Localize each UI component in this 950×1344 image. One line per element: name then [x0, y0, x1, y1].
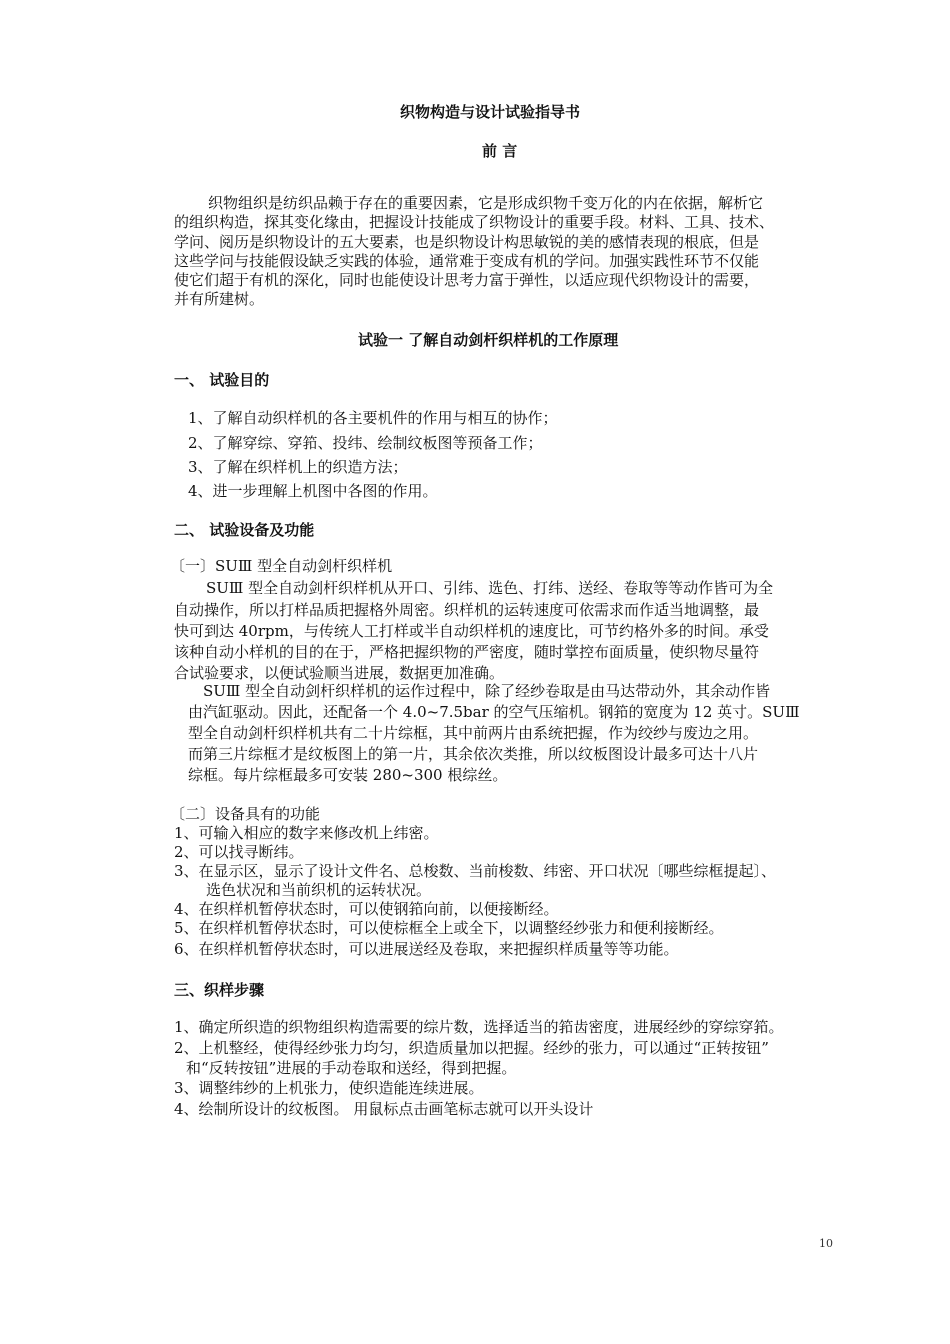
paragraph-line: 而第三片综框才是纹板图上的第一片，其余依次类推，所以纹板图设计最多可达十八片 [188, 745, 759, 763]
paragraph-line: 型全自动剑杆织样机共有二十片综框，其中前两片由系统把握，作为绞纱与废边之用。 [188, 724, 759, 742]
paragraph-line: 综框。每片综框最多可安装 280~300 根综丝。 [188, 766, 508, 784]
list-item: 2、上机整经，使得经纱张力均匀，织造质量加以把握。经纱的张力，可以通过“正转按钮” [174, 1039, 769, 1057]
paragraph-line: 由汽缸驱动。因此，还配备一个 4.0~7.5bar 的空气压缩机。钢筘的宽度为 12 英寸。SUⅢ [188, 703, 800, 721]
doc-title: 织物构造与设计试验指导书 [400, 103, 581, 121]
list-item: 2、了解穿综、穿筘、投纬、绘制纹板图等预备工作； [188, 434, 543, 452]
list-item: 3、调整纬纱的上机张力，使织造能连续进展。 [174, 1079, 484, 1097]
paragraph-line: 合试验要求，以便试验顺当进展，数据更加准确。 [174, 664, 505, 682]
preface-line: 织物组织是纺织品赖于存在的重要因素，它是形成织物千变万化的内在依据，解析它 [208, 194, 764, 212]
list-item: 1、可输入相应的数字来修改机上纬密。 [174, 824, 439, 842]
list-item: 4、绘制所设计的纹板图。 用鼠标点击画笔标志就可以开头设计 [174, 1100, 594, 1118]
preface-line: 并有所建树。 [174, 290, 265, 308]
paragraph-line: 该种自动小样机的目的在于，严格把握织物的严密度，随时掌控布面质量，使织物尽量符 [174, 643, 760, 661]
preface-line: 使它们超于有机的深化，同时也能使设计思考力富于弹性，以适应现代织物设计的需要， [174, 271, 760, 289]
list-item: 6、在织样机暂停状态时，可以进展送经及卷取，来把握织样质量等等功能。 [174, 940, 679, 958]
list-item: 5、在织样机暂停状态时，可以使棕框全上或全下，以调整经纱张力和便利接断经。 [174, 919, 724, 937]
preface-heading: 前 言 [482, 142, 518, 160]
preface-line: 的组织构造，探其变化缘由，把握设计技能成了织物设计的重要手段。材料、工具、技术、 [174, 213, 775, 231]
list-item: 1、确定所织造的织物组织构造需要的综片数，选择适当的筘齿密度，进展经纱的穿综穿筘。 [174, 1018, 784, 1036]
list-item-continuation: 和“反转按钮”进展的手动卷取和送经，得到把握。 [186, 1059, 517, 1077]
paragraph-line: 快可到达 40rpm，与传统人工打样或半自动织样机的速度比，可节约格外多的时间。承受 [174, 622, 769, 640]
list-item: 3、在显示区，显示了设计文件名、总梭数、当前梭数、纬密、开口状况〔哪些综框提起〕、 [174, 862, 777, 880]
paragraph-line: SUⅢ 型全自动剑杆织样机从开口、引纬、选色、打纬、送经、卷取等等动作皆可为全 [206, 579, 774, 597]
preface-line: 这些学问与技能假设缺乏实践的体验，通常难于变成有机的学问。加强实践性环节不仅能 [174, 252, 760, 270]
section-heading: 二、 试验设备及功能 [174, 521, 315, 539]
subsection-title: 〔一〕SUⅢ 型全自动剑杆织样机 [170, 557, 393, 575]
preface-line: 学问、阅历是织物设计的五大要素，也是织物设计构思敏锐的美的感情表现的根底，但是 [174, 233, 760, 251]
list-item: 4、在织样机暂停状态时，可以使钢筘向前，以便接断经。 [174, 900, 559, 918]
list-item: 3、了解在织样机上的织造方法； [188, 458, 408, 476]
list-item: 2、可以找寻断纬。 [174, 843, 304, 861]
paragraph-line: SUⅢ 型全自动剑杆织样机的运作过程中，除了经纱卷取是由马达带动外，其余动作皆 [203, 682, 771, 700]
list-item: 4、进一步理解上机图中各图的作用。 [188, 482, 438, 500]
section-heading: 三、织样步骤 [174, 981, 265, 999]
list-item: 1、了解自动织样机的各主要机件的作用与相互的协作； [188, 409, 558, 427]
list-item-continuation: 选色状况和当前织机的运转状况。 [206, 881, 432, 899]
experiment-title: 试验一 了解自动剑杆织样机的工作原理 [358, 331, 619, 349]
page-number: 10 [819, 1237, 833, 1250]
subsection-title: 〔二〕设备具有的功能 [170, 805, 321, 823]
section-heading: 一、 试验目的 [174, 371, 270, 389]
paragraph-line: 自动操作，所以打样品质把握格外周密。织样机的运转速度可依需求而作适当地调整，最 [174, 601, 760, 619]
